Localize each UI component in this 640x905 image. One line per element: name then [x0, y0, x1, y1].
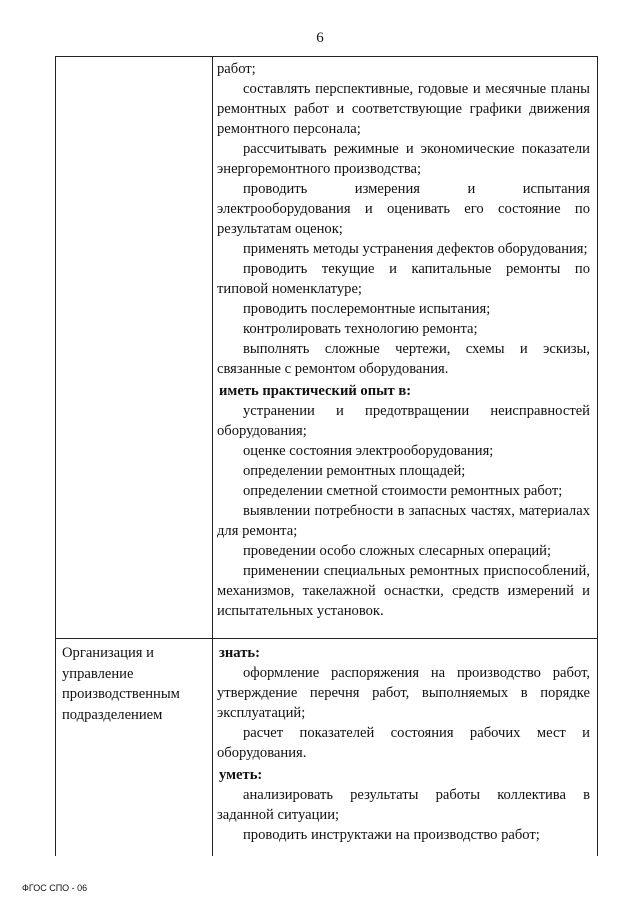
row1-line: контролировать технологию ремонта;	[243, 321, 478, 337]
know-item: расчет показателей состояния рабочих мест и оборудования.	[217, 725, 590, 761]
row1-line: проводить послеремонтные испытания;	[243, 301, 491, 317]
experience-item: определении ремонтных площадей;	[243, 463, 466, 479]
column-divider	[212, 56, 213, 856]
row1-line: рассчитывать режимные и экономические показатели энергоремонтного производства;	[217, 141, 590, 177]
able-item: проводить инструктажи на производство работ;	[243, 827, 540, 843]
experience-item: оценке состояния электрооборудования;	[243, 443, 494, 459]
row2-title: Организация и управление производственным подразделением	[62, 645, 180, 723]
know-item: оформление распоряжения на производство работ, утверждение перечня работ, выполняемых в порядке эксплуатаций;	[217, 665, 590, 721]
footer-doc-code: ФГОС СПО - 06	[22, 883, 88, 893]
able-heading: уметь:	[219, 767, 263, 783]
page-number: 6	[316, 30, 324, 46]
experience-item: устранении и предотвращении неисправностей оборудования;	[217, 403, 590, 439]
experience-item: применении специальных ремонтных приспособлений, механизмов, такелажной оснастки, средств измерений и испытательных установок.	[217, 563, 590, 619]
row1-content	[217, 59, 590, 621]
row-divider	[55, 638, 598, 639]
row1-line: проводить измерения и испытания электрооборудования и оценивать его состояние по результатам оценок;	[217, 181, 590, 237]
row2-content	[217, 643, 590, 845]
row1-line: выполнять сложные чертежи, схемы и эскизы, связанные с ремонтом оборудования.	[217, 341, 590, 377]
practical-experience-heading: иметь практический опыт в:	[219, 383, 412, 399]
row1-line: применять методы устранения дефектов оборудования;	[243, 241, 588, 257]
row1-line: работ;	[217, 61, 256, 77]
row1-line: составлять перспективные, годовые и месячные планы ремонтных работ и соответствующие графики движения ремонтного персонала;	[217, 81, 590, 137]
experience-item: определении сметной стоимости ремонтных работ;	[243, 483, 563, 499]
able-item: анализировать результаты работы коллектива в заданной ситуации;	[217, 787, 590, 823]
experience-item: проведении особо сложных слесарных операций;	[243, 543, 552, 559]
know-heading: знать:	[219, 645, 260, 661]
experience-item: выявлении потребности в запасных частях, материалах для ремонта;	[217, 503, 590, 539]
row1-line: проводить текущие и капитальные ремонты по типовой номенклатуре;	[217, 261, 590, 297]
